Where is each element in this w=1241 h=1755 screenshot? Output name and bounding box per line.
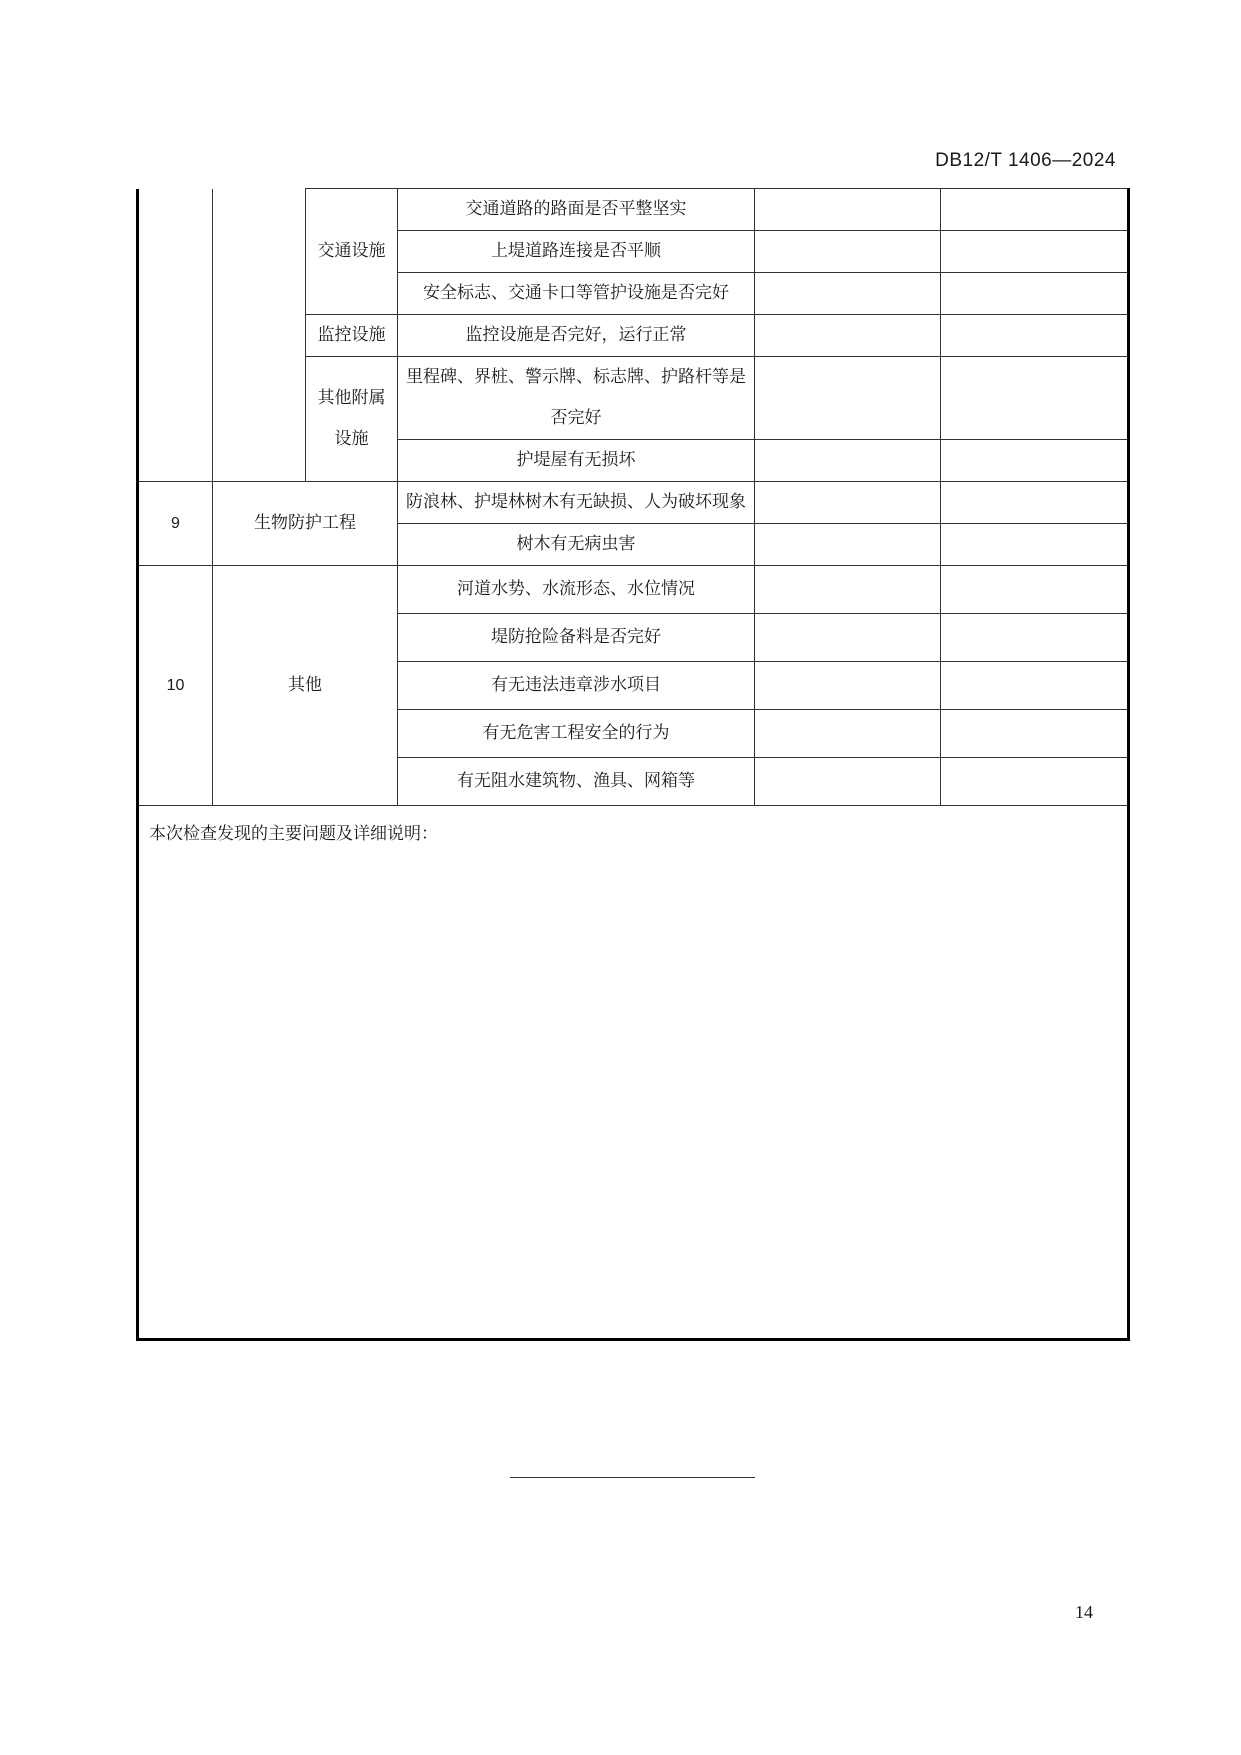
result-cell[interactable] xyxy=(755,357,941,440)
remark-cell[interactable] xyxy=(941,710,1129,758)
remark-cell[interactable] xyxy=(941,357,1129,440)
check-item: 上堤道路连接是否平顺 xyxy=(398,231,755,273)
subgroup-cell: 监控设施 xyxy=(306,315,398,357)
check-item: 有无危害工程安全的行为 xyxy=(398,710,755,758)
remark-cell[interactable] xyxy=(941,758,1129,806)
subgroup-cell: 其他附属设施 xyxy=(306,357,398,482)
result-cell[interactable] xyxy=(755,189,941,231)
result-cell[interactable] xyxy=(755,662,941,710)
notes-label: 本次检查发现的主要问题及详细说明： xyxy=(149,824,438,844)
end-rule xyxy=(510,1477,755,1478)
page-number: 14 xyxy=(1075,1602,1093,1622)
remark-cell[interactable] xyxy=(941,440,1129,482)
result-cell[interactable] xyxy=(755,758,941,806)
check-item: 监控设施是否完好，运行正常 xyxy=(398,315,755,357)
result-cell[interactable] xyxy=(755,710,941,758)
result-cell[interactable] xyxy=(755,440,941,482)
check-item: 河道水势、水流形态、水位情况 xyxy=(398,566,755,614)
result-cell[interactable] xyxy=(755,524,941,566)
continued-number-cell xyxy=(138,189,213,482)
result-cell[interactable] xyxy=(755,566,941,614)
check-item: 有无阻水建筑物、渔具、网箱等 xyxy=(398,758,755,806)
notes-field[interactable] xyxy=(138,806,1129,1340)
remark-cell[interactable] xyxy=(941,482,1129,524)
check-item: 交通道路的路面是否平整坚实 xyxy=(398,189,755,231)
remark-cell[interactable] xyxy=(941,273,1129,315)
check-item: 堤防抢险备料是否完好 xyxy=(398,614,755,662)
check-item: 树木有无病虫害 xyxy=(398,524,755,566)
check-item: 安全标志、交通卡口等管护设施是否完好 xyxy=(398,273,755,315)
remark-cell[interactable] xyxy=(941,315,1129,357)
result-cell[interactable] xyxy=(755,614,941,662)
continued-category-cell xyxy=(213,189,306,482)
inspection-table xyxy=(136,188,1130,1341)
remark-cell[interactable] xyxy=(941,524,1129,566)
check-item: 里程碑、界桩、警示牌、标志牌、护路杆等是否完好 xyxy=(398,357,755,440)
check-item: 护堤屋有无损坏 xyxy=(398,440,755,482)
result-cell[interactable] xyxy=(755,273,941,315)
section-name: 其他 xyxy=(213,566,398,806)
section-number: 9 xyxy=(138,482,213,566)
remark-cell[interactable] xyxy=(941,231,1129,273)
standard-code: DB12/T 1406—2024 xyxy=(935,150,1116,171)
result-cell[interactable] xyxy=(755,315,941,357)
remark-cell[interactable] xyxy=(941,614,1129,662)
subgroup-cell: 交通设施 xyxy=(306,189,398,315)
remark-cell[interactable] xyxy=(941,566,1129,614)
section-number: 10 xyxy=(138,566,213,806)
section-name: 生物防护工程 xyxy=(213,482,398,566)
check-item: 有无违法违章涉水项目 xyxy=(398,662,755,710)
result-cell[interactable] xyxy=(755,231,941,273)
check-item: 防浪林、护堤林树木有无缺损、人为破坏现象 xyxy=(398,482,755,524)
remark-cell[interactable] xyxy=(941,189,1129,231)
result-cell[interactable] xyxy=(755,482,941,524)
remark-cell[interactable] xyxy=(941,662,1129,710)
